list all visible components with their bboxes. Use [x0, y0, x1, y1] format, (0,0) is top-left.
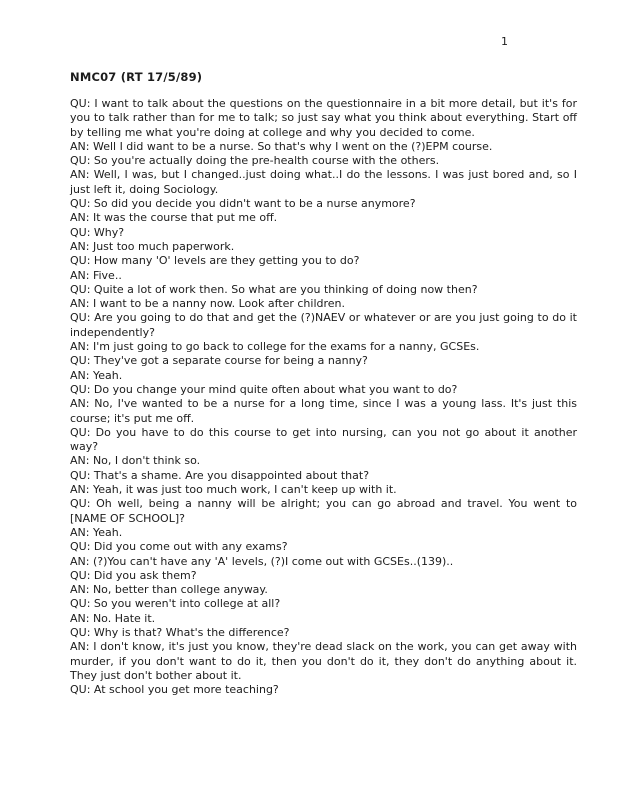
transcript-turn-an: AN: I want to be a nanny now. Look after children.: [70, 297, 345, 311]
transcript-turn-an: AN: No. Hate it.: [70, 611, 156, 625]
transcript-turn-an: AN: It was the course that put me off.: [70, 211, 278, 225]
transcript-turn-qu: QU: They've got a separate course for being a nanny?: [70, 354, 368, 368]
transcript-turn-an: AN: I'm just going to go back to college for the exams for a nanny, GCSEs.: [70, 340, 480, 354]
transcript-turn-qu: QU: So you're actually doing the pre-health course with the others.: [70, 154, 440, 168]
transcript-turn-an: AN: Yeah.: [70, 525, 123, 539]
transcript-turn-qu: QU: Oh well, being a nanny will be alright; you can go abroad and travel. You went to [NAME OF SCHOOL]?: [70, 497, 577, 525]
transcript-turn-qu: QU: Quite a lot of work then. So what are you thinking of doing now then?: [70, 282, 478, 296]
transcript-turn-an: AN: Just too much paperwork.: [70, 239, 235, 253]
transcript-turn-an: AN: (?)You can't have any 'A' levels, (?)I come out with GCSEs..(139)..: [70, 554, 454, 568]
page-number: 1: [501, 35, 508, 48]
transcript-turn-an: AN: Yeah.: [70, 368, 123, 382]
transcript-turn-an: AN: No, better than college anyway.: [70, 583, 268, 597]
transcript-turn-qu: QU: Do you change your mind quite often about what you want to do?: [70, 382, 458, 396]
transcript-turn-an: AN: No, I don't think so.: [70, 454, 201, 468]
transcript-turn-an: AN: Yeah, it was just too much work, I can't keep up with it.: [70, 483, 397, 497]
transcript-turn-an: AN: I don't know, it's just you know, they're dead slack on the work, you can get away with murder, if you don't want to do it, then you don't do it, they don't do anything about it. They just don't bother about it.: [70, 640, 577, 682]
transcript-body: [70, 97, 577, 697]
transcript-turn-an: AN: Well I did want to be a nurse. So that's why I went on the (?)EPM course.: [70, 139, 493, 153]
transcript-turn-qu: QU: Why is that? What's the difference?: [70, 625, 290, 639]
document-title: NMC07 (RT 17/5/89): [70, 70, 203, 84]
transcript-turn-qu: QU: Why?: [70, 225, 125, 239]
transcript-turn-qu: QU: Do you have to do this course to get into nursing, can you not go about it another way?: [70, 425, 577, 454]
transcript-turn-qu: QU: At school you get more teaching?: [70, 683, 279, 697]
transcript-turn-qu: QU: Did you come out with any exams?: [70, 540, 288, 554]
transcript-turn-qu: QU: So you weren't into college at all?: [70, 597, 281, 611]
transcript-turn-qu: QU: Did you ask them?: [70, 568, 197, 582]
transcript-turn-an: AN: Five..: [70, 268, 122, 282]
transcript-turn-qu: QU: That's a shame. Are you disappointed about that?: [70, 468, 370, 482]
transcript-turn-qu: QU: How many 'O' levels are they getting you to do?: [70, 254, 360, 268]
transcript-turn-an: AN: No, I've wanted to be a nurse for a long time, since I was a young lass. It's just this course; it's put me off.: [70, 397, 577, 425]
transcript-turn-qu: QU: Are you going to do that and get the (?)NAEV or whatever or are you just going to do it independently?: [70, 311, 577, 339]
transcript-turn-qu: QU: I want to talk about the questions on the questionnaire in a bit more detail, but it's for you to talk rather than for me to talk; so just say what you think about everything. Start off by telling me what you're doing at college and why you decided to come.: [70, 97, 577, 139]
transcript-turn-qu: QU: So did you decide you didn't want to be a nurse anymore?: [70, 197, 416, 211]
transcript-turn-an: AN: Well, I was, but I changed..just doing what..I do the lessons. I was just bored and, so I just left it, doing Sociology.: [70, 168, 577, 196]
